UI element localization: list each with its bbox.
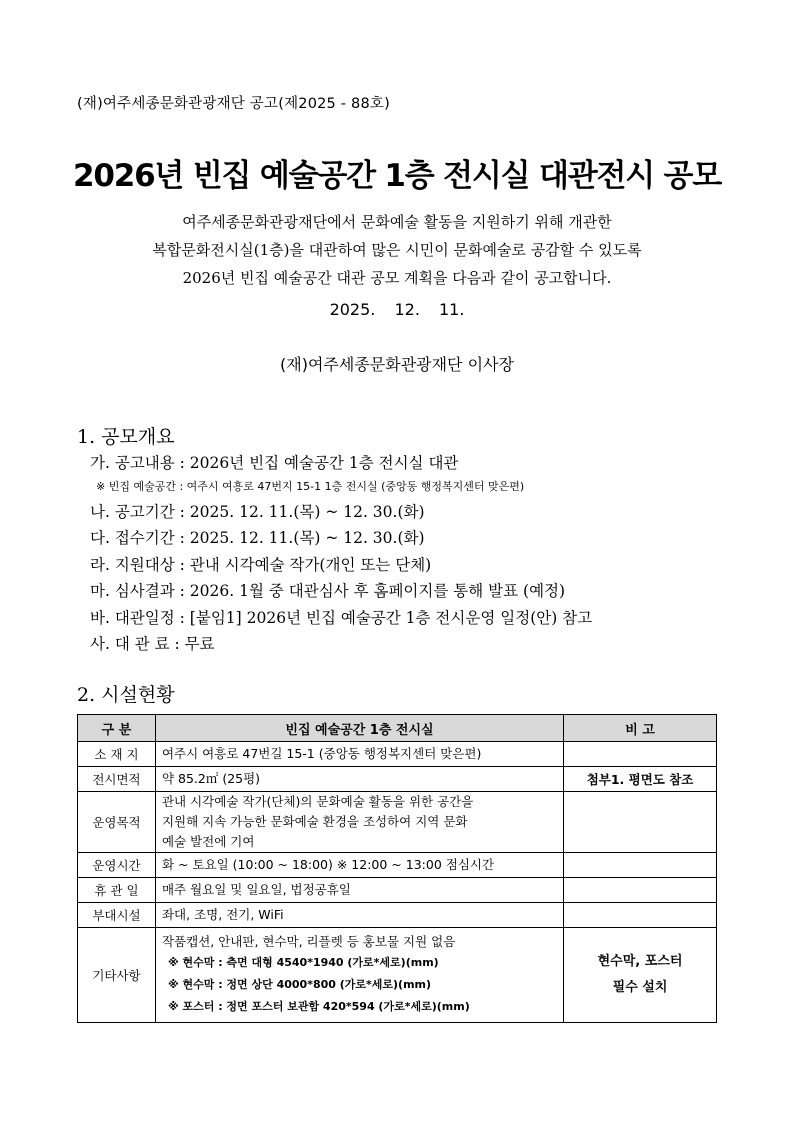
row-label: 기타사항	[78, 928, 156, 1023]
table-row	[78, 767, 717, 792]
notice-number: (재)여주세종문화관광재단 공고(제2025 - 88호)	[77, 96, 390, 112]
row-label: 운영시간	[78, 853, 156, 878]
overview-item: 다. 접수기간 : 2025. 12. 11.(목) ~ 12. 30.(화)	[90, 529, 425, 547]
value-line: 좌대, 조명, 전기, WiFi	[161, 907, 284, 922]
section-heading-overview: 1. 공모개요	[77, 426, 175, 448]
row-label: 부대시설	[78, 903, 156, 928]
header-remark: 비 고	[564, 715, 717, 742]
row-label: 소 재 지	[78, 742, 156, 767]
value-line: 예술 발전에 기여	[161, 834, 255, 849]
overview-note: ※ 빈집 예술공간 : 여주시 여흥로 47번지 15-1 1층 전시실 (중앙동 행정복지센터 맞은편)	[96, 479, 525, 493]
row-label: 전시면적	[78, 767, 156, 792]
value-line: 화 ~ 토요일 (10:00 ~ 18:00) ※ 12:00 ~ 13:00 점심시간	[161, 857, 495, 872]
table-row	[78, 928, 717, 1023]
table-row	[78, 853, 717, 878]
row-value	[155, 742, 563, 767]
value-subline: ※ 현수막 : 측면 대형 4540*1940 (가로*세로)(mm)	[167, 956, 439, 969]
row-value	[155, 767, 563, 792]
document-title: 2026년 빈집 예술공간 1층 전시실 대관전시 공모	[72, 158, 722, 194]
section-heading-facility: 2. 시설현황	[77, 684, 175, 706]
row-value	[155, 903, 563, 928]
value-subline: ※ 포스터 : 정면 포스터 보관함 420*594 (가로*세로)(mm)	[167, 1000, 470, 1013]
table-header-row	[78, 715, 717, 742]
table-row	[78, 903, 717, 928]
value-line: 지원해 지속 가능한 문화예술 환경을 조성하여 지역 문화	[161, 814, 468, 829]
overview-item: 사. 대 관 료 : 무료	[90, 635, 215, 653]
header-space: 빈집 예술공간 1층 전시실	[155, 715, 563, 742]
row-value	[155, 878, 563, 903]
row-remark	[564, 792, 717, 853]
overview-list	[90, 450, 592, 658]
table-row	[78, 792, 717, 853]
intro-line: 2026년 빈집 예술공간 대관 공모 계획을 다음과 같이 공고합니다.	[182, 269, 612, 287]
issuer: (재)여주세종문화관광재단 이사장	[280, 355, 514, 374]
row-label: 운영목적	[78, 792, 156, 853]
header-category: 구 분	[78, 715, 156, 742]
remark-line: 필수 설치	[612, 980, 668, 995]
intro-paragraph	[0, 208, 794, 292]
value-line: 작품캡션, 안내판, 현수막, 리플렛 등 홍보물 지원 없음	[161, 934, 456, 949]
remark-line: 현수막, 포스터	[597, 954, 683, 969]
row-remark: 첨부1. 평면도 참조	[564, 767, 717, 792]
intro-line: 복합문화전시실(1층)을 대관하여 많은 시민이 문화예술로 공감할 수 있도록	[152, 241, 642, 259]
value-line: 여주시 여흥로 47번길 15-1 (중앙동 행정복지센터 맞은편)	[161, 746, 482, 761]
row-value	[155, 853, 563, 878]
intro-line: 여주세종문화관광재단에서 문화예술 활동을 지원하기 위해 개관한	[182, 213, 612, 231]
overview-item: 라. 지원대상 : 관내 시각예술 작가(개인 또는 단체)	[90, 555, 432, 574]
facility-table	[77, 714, 717, 1023]
row-remark	[564, 853, 717, 878]
row-remark	[564, 903, 717, 928]
table-row	[78, 742, 717, 767]
table-row	[78, 878, 717, 903]
row-value	[155, 928, 563, 1023]
overview-item: 나. 공고기간 : 2025. 12. 11.(목) ~ 12. 30.(화)	[90, 502, 425, 521]
overview-item: 가. 공고내용 : 2026년 빈집 예술공간 1층 전시실 대관	[90, 454, 459, 472]
value-line: 관내 시각예술 작가(단체)의 문화예술 활동을 위한 공간을	[161, 794, 474, 809]
overview-item: 바. 대관일정 : [붙임1] 2026년 빈집 예술공간 1층 전시운영 일정(안) 참고	[90, 608, 593, 627]
row-remark	[564, 742, 717, 767]
value-line: 매주 월요일 및 일요일, 법정공휴일	[161, 882, 351, 897]
value-line: 약 85.2㎡ (25평)	[161, 771, 261, 786]
overview-item: 마. 심사결과 : 2026. 1월 중 대관심사 후 홈페이지를 통해 발표 (예정)	[90, 582, 566, 600]
value-subline: ※ 현수막 : 정면 상단 4000*800 (가로*세로)(mm)	[167, 978, 432, 991]
row-value	[155, 792, 563, 853]
row-remark	[564, 928, 717, 1023]
notice-date: 2025. 12. 11.	[329, 300, 465, 319]
row-remark	[564, 878, 717, 903]
row-label: 휴 관 일	[78, 878, 156, 903]
